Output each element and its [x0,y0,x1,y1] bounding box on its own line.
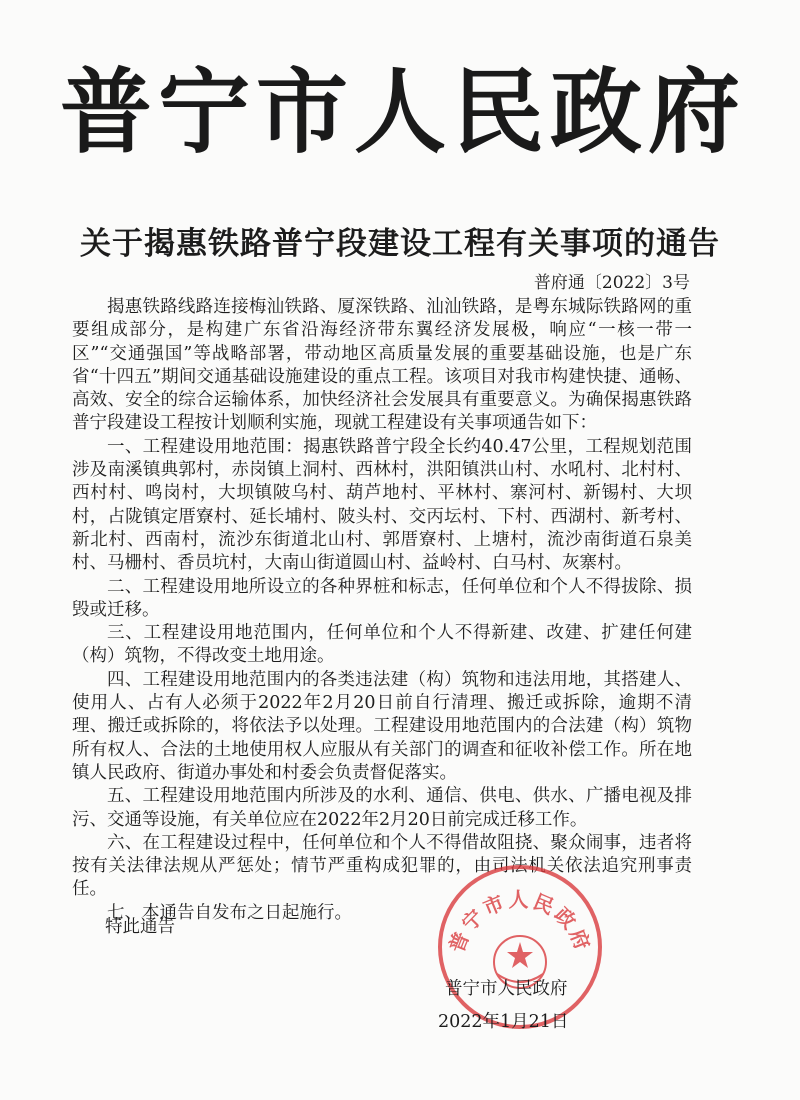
paragraph-5: 五、工程建设用地范围内所涉及的水利、通信、供电、供水、广播电视及排污、交通等设施，有关单位应在2022年2月20日前完成迁移工作。 [72,786,692,830]
doc-number: 普府通〔2022〕3号 [533,273,690,293]
signature-date: 2022年1月21日 [438,1012,569,1032]
paragraph-4: 四、工程建设用地范围内的各类违法建（构）筑物和违法用地，其搭建人、使用人、占有人必须于2022年2月20日前自行清理、搬迁或拆除，逾期不清理、搬迁或拆除的，将依法予以处理。工程建设用地范围内的合法建（构）筑物所有权人、合法的土地使用权人应服从有关部门的调查和征收补偿工作。所在地镇人民政府、街道办事处和村委会负责督促落实。 [72,669,692,783]
official-seal [435,862,605,1032]
closing-text: 特此通告 [105,917,175,937]
doc-title: 关于揭惠铁路普宁段建设工程有关事项的通告 [80,226,720,262]
paragraph-3: 三、工程建设用地范围内，任何单位和个人不得新建、改建、扩建任何建（构）筑物，不得改变土地用途。 [72,623,692,667]
document-body [72,296,692,925]
paragraph-2: 二、工程建设用地所设立的各种界桩和标志，任何单位和个人不得拔除、损毁或迁移。 [72,576,692,620]
signature-org: 普宁市人民政府 [445,979,568,999]
paragraph-intro: 揭惠铁路线路连接梅汕铁路、厦深铁路、汕汕铁路，是粤东城际铁路网的重要组成部分，是构建广东省沿海经济带东翼经济发展极，响应“一核一带一区”“交通强国”等战略部署，带动地区高质量发展的重要基础设施，也是广东省“十四五”期间交通基础设施建设的重点工程。该项目对我市构建快捷、通畅、高效、安全的综合运输体系，加快经济社会发展具有重要意义。为确保揭惠铁路普宁段建设工程按计划顺利实施，现就工程建设有关事项通告如下： [72,297,692,434]
paragraph-6: 六、在工程建设过程中，任何单位和个人不得借故阻挠、聚众闹事，违者将按有关法律法规从严惩处；情节严重构成犯罪的，由司法机关依法追究刑事责任。 [72,832,692,900]
seal-text: 普宁市人民政府 [444,887,596,956]
org-title: 普宁市人民政府 [60,59,747,166]
paragraph-1: 一、工程建设用地范围：揭惠铁路普宁段全长约40.47公里，工程规划范围涉及南溪镇典郭村，赤岗镇上洞村、西林村，洪阳镇洪山村、水吼村、北村村、西村村、鸣岗村，大坝镇陂乌村、葫芦地村、平林村、寨河村、新锡村、大坝村，占陇镇定厝寮村、延长埔村、陂头村、交丙坛村、下村、西湖村、新考村、新北村、西南村，流沙东街道北山村、郭厝寮村、上塘村，流沙南街道石泉美村、马栅村、香员坑村，大南山街道圆山村、益岭村、白马村、灰寨村。 [72,436,692,574]
paragraph-7: 七、本通告自发布之日起施行。 [107,902,352,923]
